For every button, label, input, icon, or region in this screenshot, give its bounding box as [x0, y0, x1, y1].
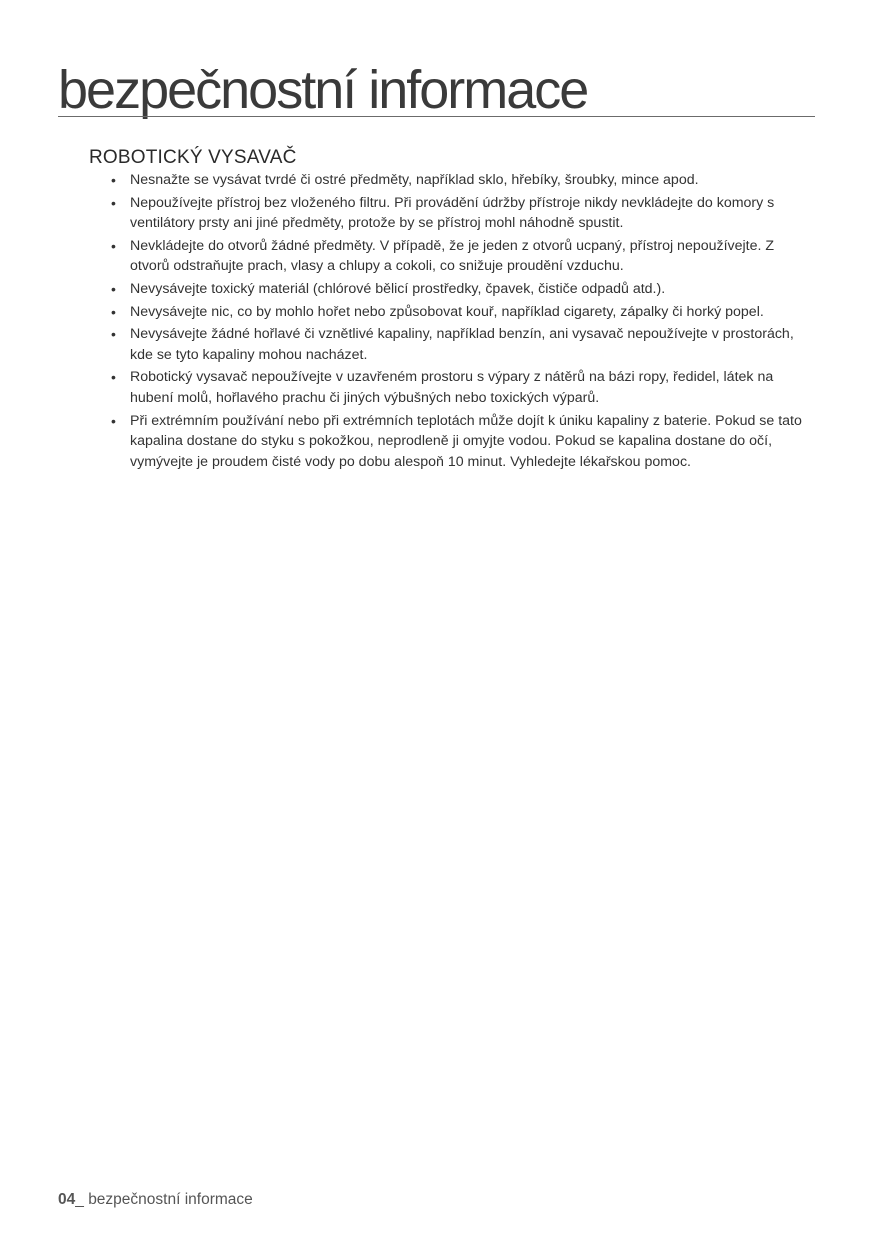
page-title: bezpečnostní informace	[58, 60, 588, 120]
list-item-text: Nevysávejte nic, co by mohlo hořet nebo způsobovat kouř, například cigarety, zápalky či horký popel.	[130, 303, 764, 320]
page-number: 04	[58, 1191, 76, 1208]
bullet-icon: •	[111, 237, 116, 254]
list-item-text: Nevysávejte žádné hořlavé či vznětlivé kapaliny, například benzín, ani vysavač nepoužívejte v prostorách, kde se tyto kapaliny mohou nacházet.	[130, 326, 794, 363]
list-item-text: Robotický vysavač nepoužívejte v uzavřeném prostoru s výpary z nátěrů na bázi ropy, ředidel, látek na hubení molů, hořlavého prachu či jiných výbušných nebo toxických výparů.	[130, 369, 774, 406]
list-item-text: Nevysávejte toxický materiál (chlórové bělicí prostředky, čpavek, čističe odpadů atd.).	[130, 280, 666, 297]
list-item-text: Při extrémním používání nebo při extrémních teplotách může dojít k úniku kapaliny z baterie. Pokud se tato kapalina dostane do styku s pokožkou, neprodleně ji omyjte vodou. Pokud se kapalina dostane do očí, vymývejte je proudem čisté vody po dobu alespoň 10 minut. Vyhledejte lékařskou pomoc.	[130, 412, 802, 470]
list-item	[111, 193, 811, 234]
list-item	[111, 302, 811, 323]
list-item	[111, 279, 811, 300]
bullet-icon: •	[111, 303, 116, 320]
bullet-icon: •	[111, 172, 116, 188]
list-item	[111, 236, 811, 277]
footer-label: bezpečnostní informace	[88, 1191, 253, 1208]
list-item	[111, 324, 811, 365]
bullet-icon: •	[111, 194, 116, 211]
list-item	[111, 411, 811, 473]
bullet-icon: •	[111, 369, 116, 386]
list-item-text: Nevkládejte do otvorů žádné předměty. V případě, že je jeden z otvorů ucpaný, přístroj nepoužívejte. Z otvorů odstraňujte prach, vlasy a chlupy a cokoli, co snižuje proudění vzduchu.	[130, 237, 775, 275]
bullet-icon: •	[111, 326, 116, 343]
safety-bullet-list	[111, 170, 811, 474]
section-heading: ROBOTICKÝ VYSAVAČ	[89, 147, 297, 168]
bullet-icon: •	[111, 412, 116, 429]
bullet-icon: •	[111, 280, 116, 297]
list-item	[111, 170, 811, 191]
page-footer	[58, 1190, 253, 1210]
list-item-text: Nepoužívejte přístroj bez vloženého filtru. Při provádění údržby přístroje nikdy nevkládejte do komory s ventilátory prsty ani jiné předměty, protože by se přístroj mohl náhodně spustit.	[130, 194, 775, 232]
list-item	[111, 367, 811, 408]
title-divider	[58, 116, 815, 117]
list-item-text: Nesnažte se vysávat tvrdé či ostré předměty, například sklo, hřebíky, šroubky, mince apod.	[130, 172, 699, 188]
footer-separator: _	[75, 1191, 89, 1208]
